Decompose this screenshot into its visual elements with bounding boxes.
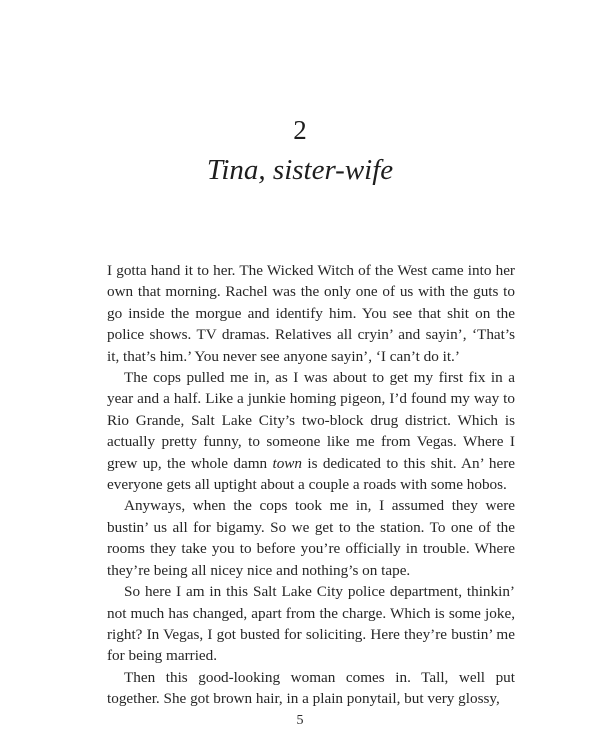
paragraph-1 — [107, 260, 515, 367]
paragraph-3-text: Anyways, when the cops took me in, I assumed they were bustin’ us all for bigamy. So we get to the station. To one of the rooms they take you to before you’re officially in trouble. Where they’re being all nicey nice and nothing’s on tape. — [107, 497, 515, 579]
emphasized-word: town — [272, 454, 303, 472]
paragraph-2-text-start: The cops pulled me in, as I was about to get my first fix in a year and a half. Like a junkie homing pigeon, I’d found my way to Rio Grande, Salt Lake City’s two-block drug district. Which is actually pretty funny, to someone like me from Vegas. Where I grew up, the whole damn — [107, 369, 515, 472]
paragraph-3 — [107, 495, 515, 581]
paragraph-5-text: Then this good-looking woman comes in. Tall, well put together. She got brown hair, in a plain ponytail, but very glossy, — [107, 668, 515, 708]
paragraph-2-text-end: is dedicated to this shit. An’ here everyone gets all uptight about a couple a roads with some hobos. — [107, 454, 515, 494]
chapter-title: Tina, sister-wife — [206, 154, 394, 186]
paragraph-4 — [107, 581, 515, 667]
paragraph-5 — [107, 667, 515, 710]
chapter-number: 2 — [293, 115, 307, 145]
page-number: 5 — [296, 713, 304, 728]
paragraph-1-text: I gotta hand it to her. The Wicked Witch of the West came into her own that morning. Rachel was the only one of us with the guts to go inside the morgue and identify him. You see that shit on the police shows. TV dramas. Relatives all cryin’ and sayin’, ‘That’s it, that’s him.’ You never see anyone sayin’, ‘I can’t do it.’ — [107, 262, 515, 365]
chapter-body — [107, 260, 515, 710]
paragraph-4-text: So here I am in this Salt Lake City police department, thinkin’ not much has changed, apart from the charge. Which is some joke, right? In Vegas, I got busted for soliciting. Here they’re bustin’ me for being married. — [107, 583, 515, 665]
paragraph-2 — [107, 367, 515, 495]
